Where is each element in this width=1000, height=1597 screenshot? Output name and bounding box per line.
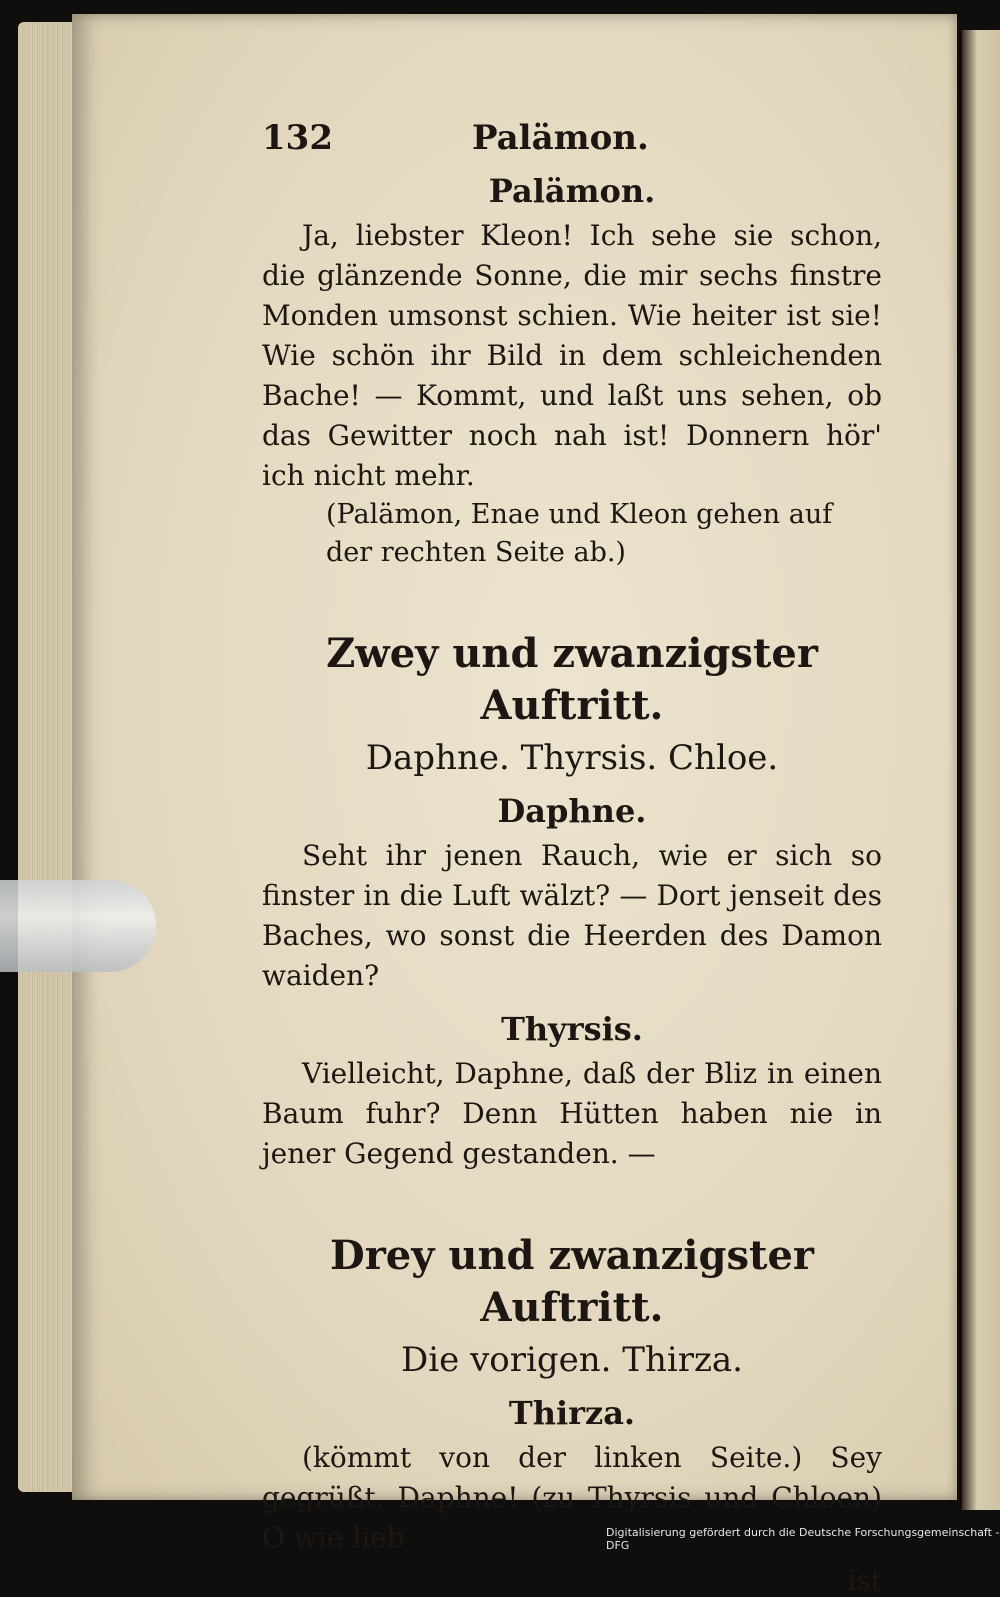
running-head: Palämon. — [472, 118, 649, 158]
page-content — [262, 118, 882, 1597]
stage-direction: (Palämon, Enae und Kleon gehen auf der rechten Seite ab.) — [326, 499, 833, 568]
page-tab-marker — [0, 880, 156, 972]
speaker-label: Daphne. — [497, 792, 647, 830]
speaker-label: Thyrsis. — [501, 1010, 643, 1048]
funding-footer: Digitalisierung gefördert durch die Deutsche Forschungsgemeinschaft - DFG — [606, 1526, 1000, 1552]
speech-text: (kömmt von der linken Seite.) Sey gegrüßt, Daphne! (zu Thyrsis und Chloen) O wie lieb — [262, 1441, 882, 1554]
scene-heading: Zwey und zwanzigster Auftritt. — [326, 630, 818, 729]
page-number: 132 — [262, 118, 333, 158]
scene-cast: Daphne. Thyrsis. Chloe. — [365, 738, 779, 778]
speaker-label: Thirza. — [508, 1394, 636, 1432]
scene-heading: Drey und zwanzigster Auftritt. — [330, 1232, 814, 1331]
speech-text: Vielleicht, Daphne, daß der Bliz in einen Baum fuhr? Denn Hütten haben nie in jener Gegend gestanden. — — [262, 1057, 882, 1170]
book-edge-left — [18, 22, 74, 1492]
page-header — [262, 118, 882, 158]
speaker-label: Palämon. — [488, 172, 656, 210]
scene-cast: Die vorigen. Thirza. — [401, 1340, 743, 1380]
speech-text: Ja, liebster Kleon! Ich sehe sie schon, die glänzende Sonne, die mir sechs finstre Monden umsonst schien. Wie heiter ist sie! Wie schön ihr Bild in dem schleichenden Bache! — Kommt, und laßt uns sehen, ob das Gewitter noch nah ist! Donnern hör' ich nicht mehr. — [262, 219, 882, 492]
catchword: ist — [847, 1564, 882, 1597]
speech-text: Seht ihr jenen Rauch, wie er sich so finster in die Luft wälzt? — Dort jenseit des Baches, wo sonst die Heerden des Damon waiden? — [262, 839, 882, 992]
book-edge-right — [962, 30, 1000, 1510]
